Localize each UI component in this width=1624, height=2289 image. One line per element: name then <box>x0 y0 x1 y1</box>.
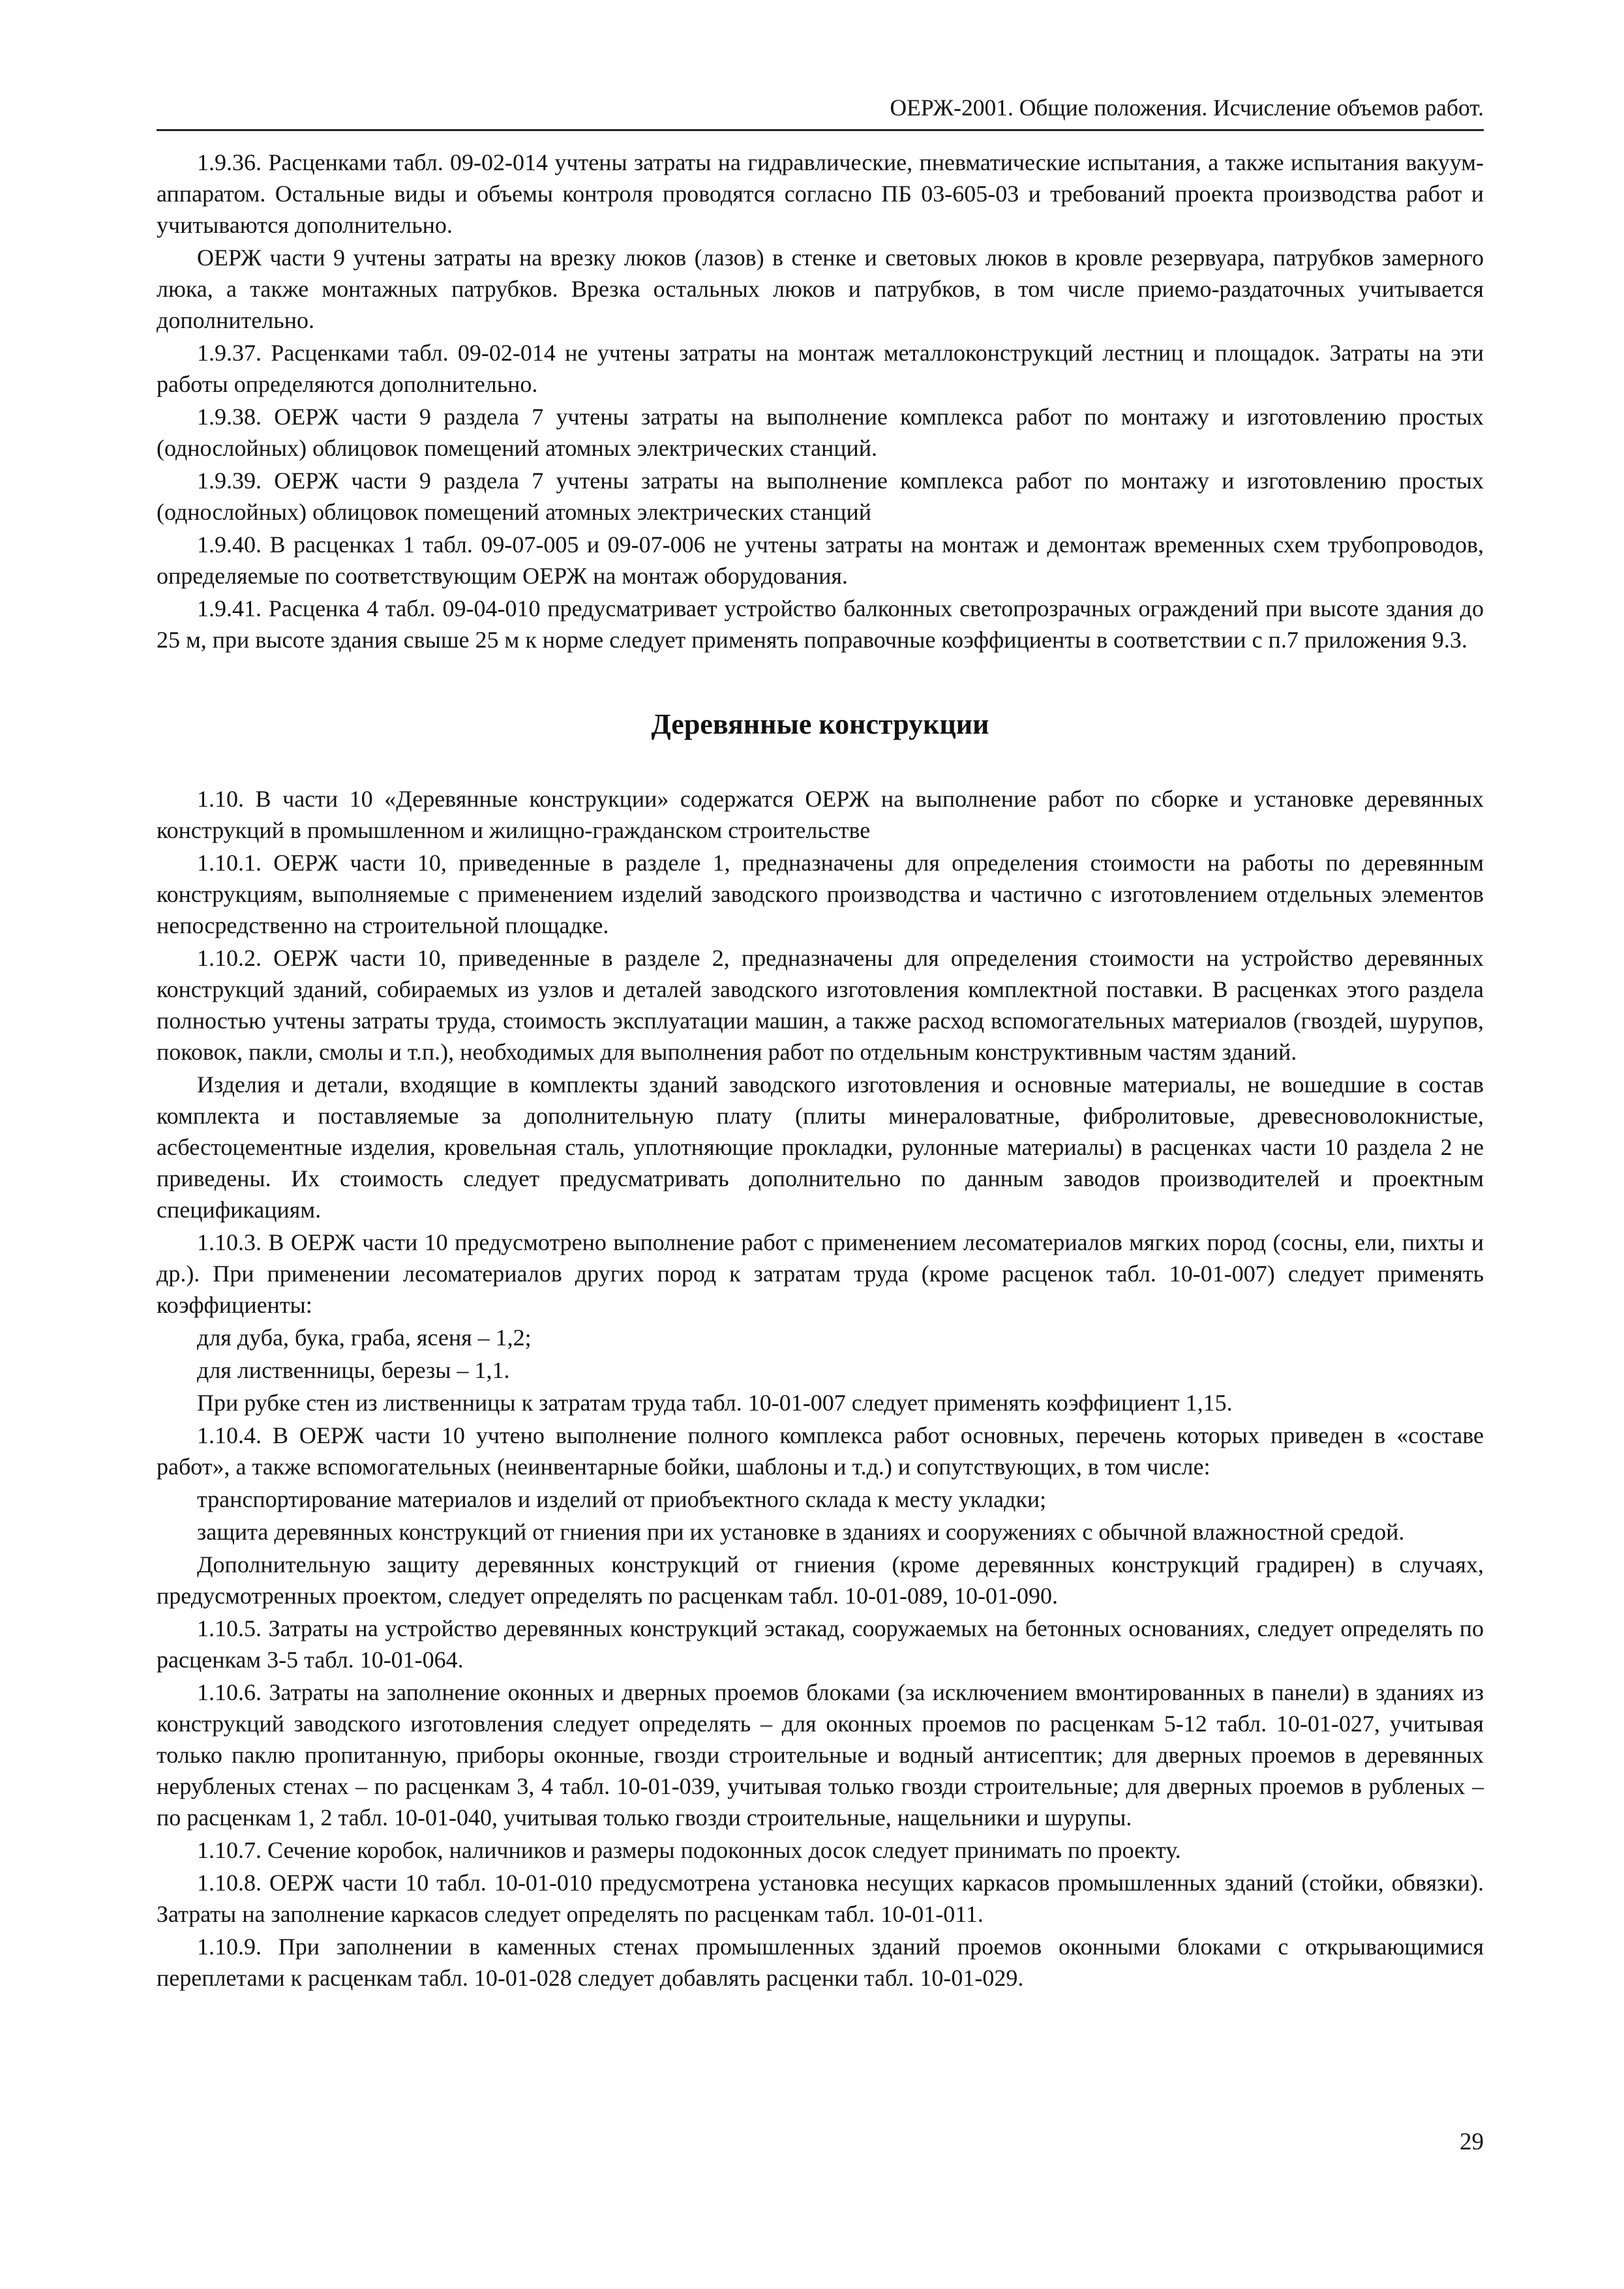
paragraph-1-9-37: 1.9.37. Расценками табл. 09-02-014 не учтены затраты на монтаж металлоконструкций лестниц и площадок. Затраты на эти работы определяются дополнительно. <box>157 340 1484 397</box>
paragraph-1-10-9: 1.10.9. При заполнении в каменных стенах промышленных зданий проемов оконными блоками с открывающимися переплетами к расценкам табл. 10-01-028 следует добавлять расценки табл. 10-01-029. <box>157 1934 1484 1991</box>
paragraph-1-9-40: 1.9.40. В расценках 1 табл. 09-07-005 и 09-07-006 не учтены затраты на монтаж и демонтаж временных схем трубопроводов, определяемые по соответствующим ОЕРЖ на монтаж оборудования. <box>157 531 1484 589</box>
paragraph-1-10-3: 1.10.3. В ОЕРЖ части 10 предусмотрено выполнение работ с применением лесоматериалов мягких пород (сосны, ели, пихты и др.). При применении лесоматериалов других пород к затратам труда (кроме расценок табл. 10-01-007) следует применять коэффициенты: <box>157 1229 1484 1318</box>
page-number: 29 <box>1460 2129 1484 2155</box>
paragraph-1-10-5: 1.10.5. Затраты на устройство деревянных конструкций эстакад, сооружаемых на бетонных основаниях, следует определять по расценкам 3-5 табл. 10-01-064. <box>157 1615 1484 1673</box>
paragraph-1-10-1: 1.10.1. ОЕРЖ части 10, приведенные в разделе 1, предназначены для определения стоимости на работы по деревянным конструкциям, выполняемые с применением изделий заводского производства и частично с изготовлением отдельных элементов непосредственно на строительной площадке. <box>157 850 1484 938</box>
paragraph-1-9-39: 1.9.39. ОЕРЖ части 9 раздела 7 учтены затраты на выполнение комплекса работ по монтажу и изготовлению простых (однослойных) облицовок помещений атомных электрических станций <box>157 468 1484 525</box>
list-item-transport: транспортирование материалов и изделий от приобъектного склада к месту укладки; <box>197 1486 1047 1512</box>
paragraph-1-9-38: 1.9.38. ОЕРЖ части 9 раздела 7 учтены затраты на выполнение комплекса работ по монтажу и изготовлению простых (однослойных) облицовок помещений атомных электрических станций. <box>157 404 1484 461</box>
paragraph-hatches: ОЕРЖ части 9 учтены затраты на врезку люков (лазов) в стенке и световых люков в кровле резервуара, патрубков замерного люка, а также монтажных патрубков. Врезка остальных люков и патрубков, в том числе приемо-раздаточных учитывается дополнительно. <box>157 245 1484 333</box>
list-item-rot-protection: защита деревянных конструкций от гниения при их установке в зданиях и сооружениях с обычной влажностной средой. <box>197 1519 1405 1545</box>
paragraph-larch-felling: При рубке стен из лиственницы к затратам труда табл. 10-01-007 следует применять коэффициент 1,15. <box>197 1390 1233 1416</box>
section-heading: Деревянные конструкции <box>651 708 989 740</box>
paragraph-1-10-7: 1.10.7. Сечение коробок, наличников и размеры подоконных досок следует принимать по проекту. <box>197 1837 1181 1863</box>
paragraph-1-10-4: 1.10.4. В ОЕРЖ части 10 учтено выполнение полного комплекса работ основных, перечень которых приведен в «составе работ», а также вспомогательных (неинвентарные бойки, шаблоны и т.д.) и сопутствующих, в том числе: <box>157 1422 1484 1480</box>
paragraph-kit-materials: Изделия и детали, входящие в комплекты зданий заводского изготовления и основные материалы, не вошедшие в состав комплекта и поставляемые за дополнительную плату (плиты минераловатные, фибролитовые, древесноволокнистые, асбестоцементные изделия, кровельная сталь, уплотняющие прокладки, рулонные материалы) в расценках части 10 раздела 2 не приведены. Их стоимость следует предусматривать дополнительно по данным заводов производителей и проектным спецификациям. <box>157 1071 1484 1223</box>
paragraph-1-10-8: 1.10.8. ОЕРЖ части 10 табл. 10-01-010 предусмотрена установка несущих каркасов промышленных зданий (стойки, обвязки). Затраты на заполнение каркасов следует определять по расценкам табл. 10-01-011. <box>157 1870 1484 1927</box>
paragraph-1-10: 1.10. В части 10 «Деревянные конструкции» содержатся ОЕРЖ на выполнение работ по сборке и установке деревянных конструкций в промышленном и жилищно-гражданском строительстве <box>157 786 1484 843</box>
list-item-oak-coefficient: для дуба, бука, граба, ясеня – 1,2; <box>197 1324 532 1351</box>
page-content <box>157 147 1484 1995</box>
paragraph-additional-protection: Дополнительную защиту деревянных конструкций от гниения (кроме деревянных конструкций градирен) в случаях, предусмотренных проектом, следует определять по расценкам табл. 10-01-089, 10-01-090. <box>157 1551 1484 1609</box>
list-item-larch-coefficient: для лиственницы, березы – 1,1. <box>197 1357 510 1383</box>
paragraph-1-10-6: 1.10.6. Затраты на заполнение оконных и дверных проемов блоками (за исключением вмонтированных в панели) в зданиях из конструкций заводского изготовления следует определять – для оконных проемов по расценкам 5-12 табл. 10-01-027, учитывая только паклю пропитанную, приборы оконные, гвозди строительные и водный антисептик; для дверных проемов в деревянных нерубленых стенах – по расценкам 3, 4 табл. 10-01-039, учитывая только гвозди строительные; для дверных проемов в рубленых – по расценкам 1, 2 табл. 10-01-040, учитывая только гвозди строительные, нащельники и шурупы. <box>157 1679 1484 1831</box>
running-header: ОЕРЖ-2001. Общие положения. Исчисление объемов работ. <box>157 93 1484 131</box>
paragraph-1-9-36: 1.9.36. Расценками табл. 09-02-014 учтены затраты на гидравлические, пневматические испытания, а также испытания вакуум-аппаратом. Остальные виды и объемы контроля проводятся согласно ПБ 03-605-03 и требований проекта производства работ и учитываются дополнительно. <box>157 149 1484 238</box>
paragraph-1-10-2: 1.10.2. ОЕРЖ части 10, приведенные в разделе 2, предназначены для определения стоимости на устройство деревянных конструкций зданий, собираемых из узлов и деталей заводского изготовления комплектной поставки. В расценках этого раздела полностью учтены затраты труда, стоимость эксплуатации машин, а также расход вспомогательных материалов (гвоздей, шурупов, поковок, пакли, смолы и т.п.), необходимых для выполнения работ по отдельным конструктивным частям зданий. <box>157 945 1484 1065</box>
paragraph-1-9-41: 1.9.41. Расценка 4 табл. 09-04-010 предусматривает устройство балконных светопрозрачных ограждений при высоте здания до 25 м, при высоте здания свыше 25 м к норме следует применять поправочные коэффициенты в соответствии с п.7 приложения 9.3. <box>157 595 1484 653</box>
